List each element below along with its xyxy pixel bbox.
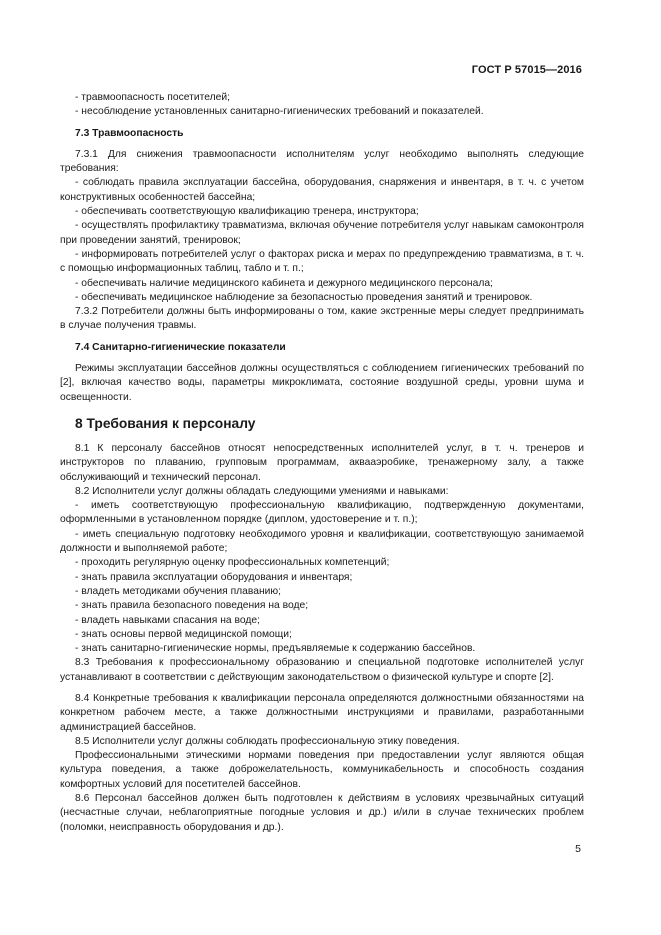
standard-code-header: ГОСТ Р 57015—2016 xyxy=(471,64,582,76)
list-item: - обеспечивать медицинское наблюдение за безопасностью проведения занятий и тренировок. xyxy=(75,291,533,303)
list-item: - несоблюдение установленных санитарно-гигиенических требований и показателей. xyxy=(75,106,484,118)
list-item: - знать правила эксплуатации оборудования и инвентаря; xyxy=(75,571,353,583)
list-item: - знать санитарно-гигиенические нормы, предъявляемые к содержанию бассейнов. xyxy=(75,643,476,655)
paragraph-8-5-ethics: Профессиональными этическими нормами поведения при предоставлении услуг являются общая культура поведения, а также доброжелательность, коммуникабельность и способность создания комфортных условий для посетителей бассейнов. xyxy=(60,750,584,790)
paragraph-8-4: 8.4 Конкретные требования к квалификации персонала определяются должностными обязанностями на конкретном рабочем месте, а также должностными инструкциями и правилами, разработанными администрацией бассейнов. xyxy=(60,692,584,733)
section-7-3-heading: 7.3 Травмоопасность xyxy=(75,127,184,139)
paragraph-7-3-2: 7.3.2 Потребители должны быть информированы о том, какие экстренные меры следует предпринимать в случае получения травмы. xyxy=(60,306,584,332)
list-item: - информировать потребителей услуг о факторах риска и мерах по предупреждению травматизма, в т. ч. с помощью информационных таблиц, табло и т. п.; xyxy=(60,248,584,275)
list-item: - знать правила безопасного поведения на воде; xyxy=(75,600,309,612)
list-item: - обеспечивать наличие медицинского кабинета и дежурного медицинского персонала; xyxy=(75,277,493,289)
paragraph-7-4: Режимы эксплуатации бассейнов должны осуществляться с соблюдением гигиенических требований по [2], включая качество воды, параметры микроклимата, состояние воздушной среды, уровни шума и освещенности. xyxy=(60,363,584,403)
list-item: - иметь специальную подготовку необходимого уровня и квалификации, соответствующую занимаемой должности и выполняемой работе; xyxy=(60,528,584,555)
list-item: - соблюдать правила эксплуатации бассейна, оборудования, снаряжения и инвентаря, в т. ч. с учетом конструктивных особенностей бассейна; xyxy=(60,177,584,203)
paragraph-8-3: 8.3 Требования к профессиональному образованию и специальной подготовке исполнителей услуг устанавливают в соответствии с действующим законодательством о физической культуре и спорте [2]. xyxy=(60,657,584,683)
paragraph-8-1: 8.1 К персоналу бассейнов относят непосредственных исполнителей услуг, в т. ч. тренеров и инструкторов по плаванию, групповым программам, аквааэробике, тренажерному залу, а также обслуживающий и технический персонал. xyxy=(60,442,584,483)
list-item: - знать основы первой медицинской помощи; xyxy=(75,628,292,640)
list-item: - обеспечивать соответствующую квалификацию тренера, инструктора; xyxy=(75,206,419,218)
page-number: 5 xyxy=(575,843,581,855)
section-7-4-heading: 7.4 Санитарно-гигиенические показатели xyxy=(75,341,286,353)
list-item: - иметь соответствующую профессиональную квалификацию, подтвержденную документами, оформленными в установленном порядке (диплом, удостоверение и т. п.); xyxy=(60,500,584,526)
section-8-heading: 8 Требования к персоналу xyxy=(75,415,256,431)
list-item: - владеть методиками обучения плаванию; xyxy=(75,585,281,597)
list-item: - проходить регулярную оценку профессиональных компетенций; xyxy=(75,557,390,569)
list-item: - травмоопасность посетителей; xyxy=(75,92,230,103)
document-body xyxy=(60,91,584,835)
paragraph-8-5: 8.5 Исполнители услуг должны соблюдать профессиональную этику поведения. xyxy=(75,735,460,747)
paragraph-7-3-1: 7.3.1 Для снижения травмоопасности исполнителям услуг необходимо выполнять следующие требования: xyxy=(60,148,584,175)
paragraph-8-6: 8.6 Персонал бассейнов должен быть подготовлен к действиям в условиях чрезвычайных ситуаций (несчастные случаи, неблагоприятные погодные условия и др.) и/или в случае технических проблем (поломки, неисправность оборудования и др.). xyxy=(60,793,584,833)
paragraph-8-2: 8.2 Исполнители услуг должны обладать следующими умениями и навыками: xyxy=(75,485,449,497)
list-item: - владеть навыками спасания на воде; xyxy=(75,614,260,626)
list-item: - осуществлять профилактику травматизма, включая обучение потребителя услуг навыкам самоконтроля при проведении занятий, тренировок; xyxy=(60,220,584,246)
